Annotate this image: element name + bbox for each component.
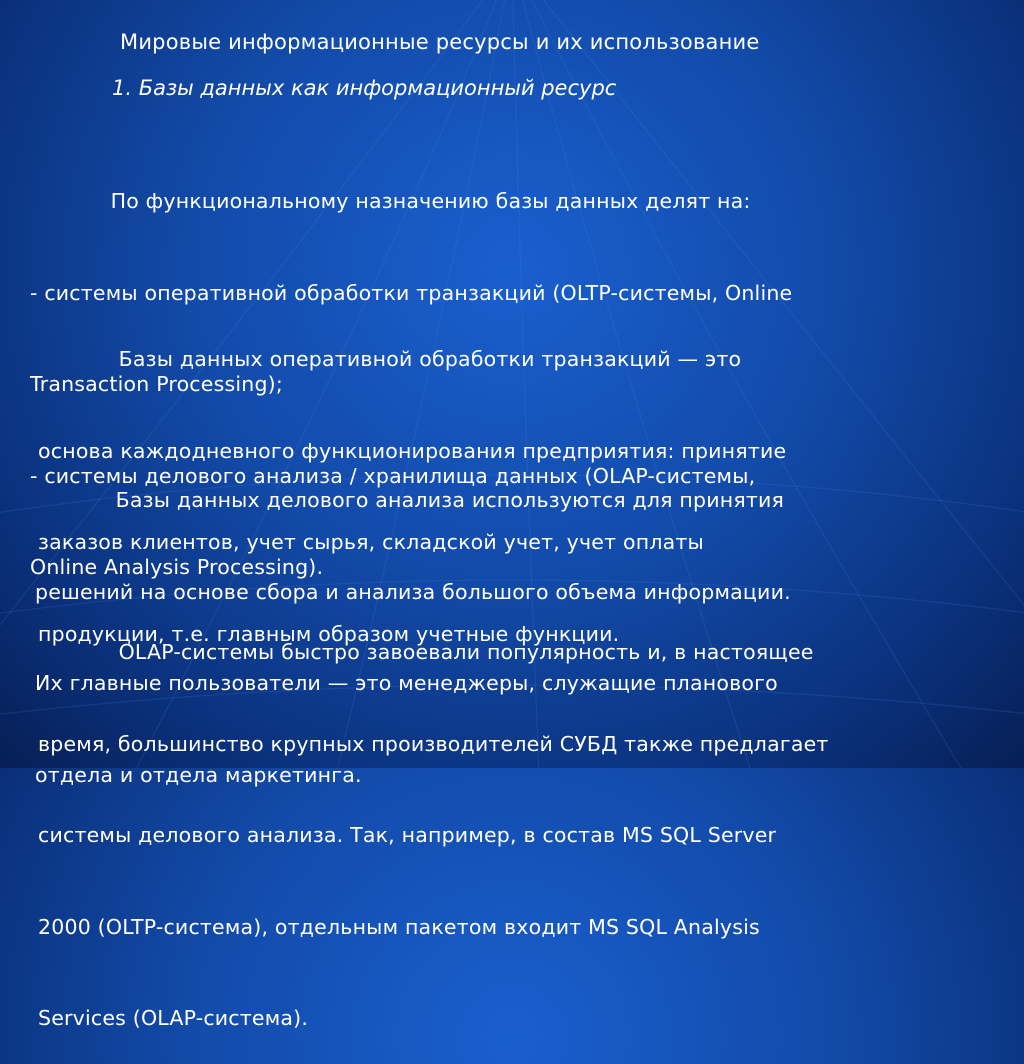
paragraph-line: Online Analysis Processing).: [30, 555, 324, 579]
paragraph-line: - системы оперативной обработки транзакций (OLTP-системы, Online: [30, 280, 793, 305]
paragraph-line: Transaction Processing);: [30, 372, 283, 396]
paragraph-olap-popularity: [38, 576, 829, 1064]
paragraph-line: отдела и отдела маркетинга.: [35, 762, 362, 787]
paragraph-line: основа каждодневного функционирования предприятия: принятие: [38, 438, 787, 463]
paragraph-line: Services (OLAP-система).: [38, 1006, 309, 1030]
paragraph-line: системы делового анализа. Так, например, в состав MS SQL Server: [38, 823, 777, 847]
paragraph-line: 2000 (OLTP-система), отдельным пакетом входит MS SQL Analysis: [38, 914, 760, 939]
slide-subtitle: 1. Базы данных как информационный ресурс: [112, 76, 617, 100]
paragraph-line: По функциональному назначению базы данных делят на:: [30, 189, 751, 213]
paragraph-line: Базы данных оперативной обработки транзакций — это: [38, 347, 742, 371]
paragraph-line: Их главные пользователи — это менеджеры, служащие планового: [35, 671, 778, 695]
paragraph-line: - системы делового анализа / хранилища данных (OLAP-системы,: [30, 463, 756, 488]
paragraph-line: продукции, т.е. главным образом учетные функции.: [38, 621, 620, 646]
paragraph-line: решений на основе сбора и анализа большого объема информации.: [35, 579, 791, 604]
slide-title: Мировые информационные ресурсы и их использование: [120, 30, 760, 54]
paragraph-line: OLAP-системы быстро завоевали популярность и, в настоящее: [38, 640, 814, 664]
paragraph-line: заказов клиентов, учет сырья, складской учет, учет оплаты: [38, 530, 704, 554]
paragraph-line: время, большинство крупных производителей СУБД также предлагает: [38, 731, 829, 756]
paragraph-line: Базы данных делового анализа используются для принятия: [35, 488, 785, 512]
